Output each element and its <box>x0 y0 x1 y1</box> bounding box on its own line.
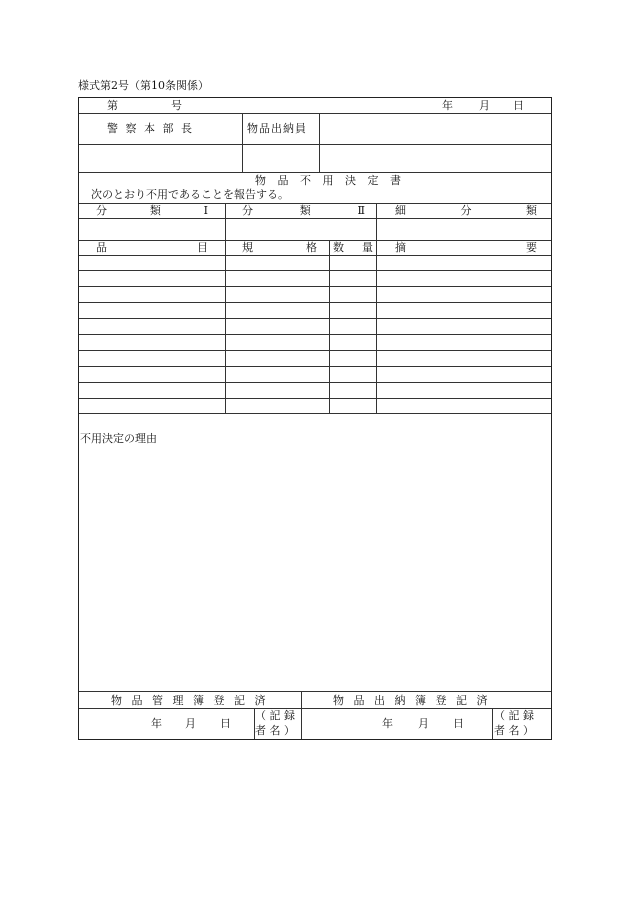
footer-right-recorder-label-2: 者 名 ） <box>494 724 534 737</box>
category-1-field[interactable] <box>80 219 224 239</box>
footer-left-day-label: 日 <box>220 717 231 730</box>
rule-item-row-9 <box>79 398 551 399</box>
reason-field[interactable] <box>80 448 550 688</box>
spec-header: 規 格 <box>242 241 317 254</box>
rule-item-row-4 <box>79 318 551 319</box>
form-number-caption: 様式第2号（第10条関係） <box>78 79 209 92</box>
goods-disbursement-ledger-registered-label: 物 品 出 納 簿 登 記 済 <box>333 694 491 707</box>
goods-officer-seal-field[interactable] <box>243 145 318 171</box>
reason-label: 不用決定の理由 <box>80 432 157 445</box>
goods-officer-label: 物品出納員 <box>247 122 307 135</box>
date-year-label: 年 <box>442 99 453 112</box>
footer-right-day-label: 日 <box>453 717 464 730</box>
remarks-header: 摘 要 <box>395 241 537 254</box>
rule-item-row-8 <box>79 382 551 383</box>
item-name-header: 品 目 <box>96 241 208 254</box>
intro-statement: 次のとおり不用であることを報告する。 <box>91 188 289 201</box>
rule-item-col-spec <box>329 240 330 413</box>
category-2-field[interactable] <box>226 219 375 239</box>
number-prefix: 第 <box>107 99 118 112</box>
rule-footer-col-a <box>301 691 302 739</box>
rule-item-row-5 <box>79 334 551 335</box>
quantity-header: 数 量 <box>333 241 373 254</box>
subcategory-header: 細 分 類 <box>395 204 537 217</box>
rule-approval-bottom <box>79 172 551 173</box>
footer-left-year-label: 年 <box>151 717 162 730</box>
rule-header-bottom <box>79 113 551 114</box>
rule-footer-mid <box>79 708 551 709</box>
rule-item-row-1 <box>79 270 551 271</box>
rule-item-row-2 <box>79 286 551 287</box>
footer-left-month-label: 月 <box>185 717 196 730</box>
footer-right-year-label: 年 <box>382 717 393 730</box>
footer-left-recorder-label-2: 者 名 ） <box>255 724 295 737</box>
document-title: 物 品 不 用 決 定 書 <box>255 174 405 187</box>
category-1-header: 分 類 Ⅰ <box>96 204 208 217</box>
date-month-label: 月 <box>479 99 490 112</box>
goods-ledger-registered-label: 物 品 管 理 簿 登 記 済 <box>111 694 269 707</box>
rule-item-row-7 <box>79 366 551 367</box>
footer-right-month-label: 月 <box>418 717 429 730</box>
rule-approval-col-2 <box>319 113 320 172</box>
rule-item-header-bottom <box>79 255 551 256</box>
police-chief-label: 警 察 本 部 長 <box>107 122 194 135</box>
number-suffix: 号 <box>171 99 182 112</box>
rule-item-row-6 <box>79 350 551 351</box>
footer-right-recorder-label-1: （ 記 録 <box>494 709 534 722</box>
decision-form <box>78 97 552 740</box>
rule-items-bottom <box>79 413 551 414</box>
police-chief-seal-field[interactable] <box>80 145 241 171</box>
rule-footer-col-b <box>492 708 493 739</box>
date-day-label: 日 <box>513 99 524 112</box>
rule-item-col-qty <box>376 240 377 413</box>
footer-left-recorder-label-1: （ 記 録 <box>255 709 295 722</box>
category-2-header: 分 類 Ⅱ <box>242 204 365 217</box>
rule-item-row-3 <box>79 302 551 303</box>
rule-reason-bottom <box>79 691 551 692</box>
subcategory-field[interactable] <box>377 219 550 239</box>
